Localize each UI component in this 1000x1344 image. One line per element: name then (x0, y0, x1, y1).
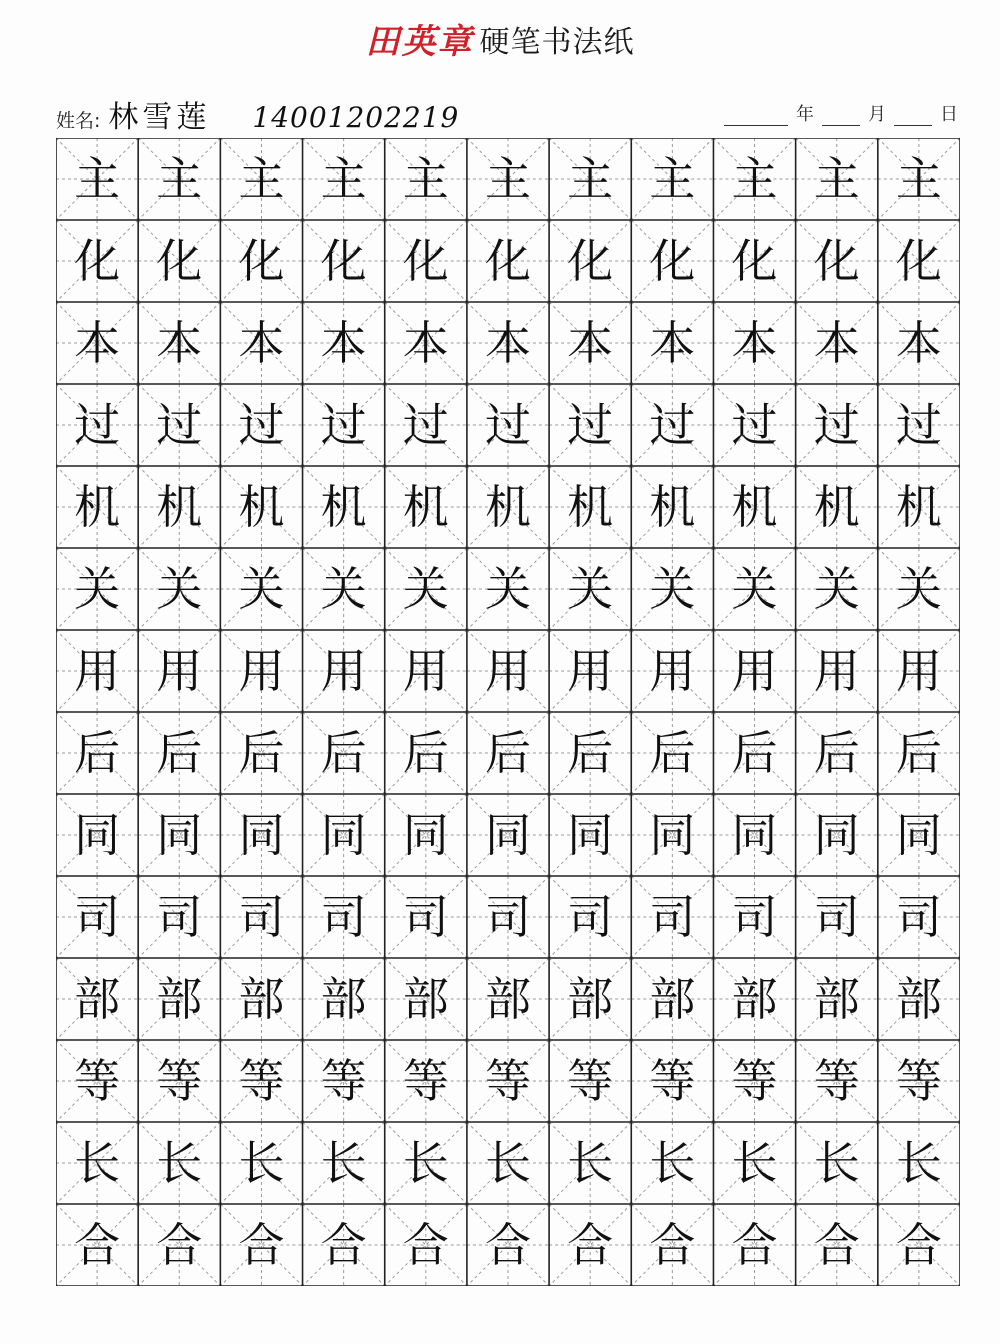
practice-character: 主 (649, 152, 696, 206)
practice-character: 同 (320, 808, 367, 862)
year-label: 年 (796, 104, 814, 125)
practice-character: 本 (320, 316, 367, 370)
month-blank (822, 103, 860, 126)
practice-character: 部 (402, 972, 449, 1026)
practice-character: 长 (649, 1136, 696, 1190)
practice-character: 过 (895, 398, 942, 452)
practice-character: 同 (74, 808, 121, 862)
practice-character: 司 (320, 890, 367, 944)
practice-character: 关 (649, 562, 696, 616)
practice-character: 关 (895, 562, 942, 616)
practice-character: 化 (813, 234, 860, 288)
practice-character: 本 (74, 316, 121, 370)
practice-character: 等 (74, 1054, 121, 1108)
practice-character: 后 (74, 726, 121, 780)
practice-character: 化 (567, 234, 614, 288)
practice-character: 机 (74, 480, 121, 534)
practice-character: 部 (156, 972, 203, 1026)
practice-character: 化 (402, 234, 449, 288)
practice-character: 同 (402, 808, 449, 862)
practice-character: 过 (156, 398, 203, 452)
practice-character: 本 (813, 316, 860, 370)
practice-character: 本 (238, 316, 285, 370)
practice-character: 同 (895, 808, 942, 862)
practice-character: 主 (238, 152, 285, 206)
sheet-title (0, 14, 1000, 63)
practice-character: 后 (402, 726, 449, 780)
paper-subtitle: 硬笔书法纸 (479, 24, 635, 60)
practice-character: 用 (813, 644, 860, 698)
student-name: 林雪莲 (108, 100, 211, 135)
practice-character: 主 (813, 152, 860, 206)
practice-character: 本 (731, 316, 778, 370)
practice-character: 用 (567, 644, 614, 698)
practice-character: 化 (895, 234, 942, 288)
practice-character: 关 (731, 562, 778, 616)
practice-character: 本 (895, 316, 942, 370)
practice-character: 合 (238, 1218, 285, 1272)
practice-character: 合 (484, 1218, 531, 1272)
practice-character: 化 (320, 234, 367, 288)
practice-character: 司 (567, 890, 614, 944)
practice-character: 后 (484, 726, 531, 780)
practice-character: 合 (649, 1218, 696, 1272)
practice-character: 合 (74, 1218, 121, 1272)
practice-character: 机 (895, 480, 942, 534)
practice-character: 长 (402, 1136, 449, 1190)
practice-character: 过 (813, 398, 860, 452)
practice-character: 机 (320, 480, 367, 534)
practice-character: 用 (238, 644, 285, 698)
practice-character: 等 (484, 1054, 531, 1108)
year-blank (724, 103, 788, 126)
practice-character: 本 (649, 316, 696, 370)
practice-character: 后 (813, 726, 860, 780)
practice-character: 关 (402, 562, 449, 616)
practice-character: 主 (567, 152, 614, 206)
practice-character: 化 (731, 234, 778, 288)
practice-character: 合 (731, 1218, 778, 1272)
practice-character: 同 (156, 808, 203, 862)
practice-character: 同 (567, 808, 614, 862)
date-fields (720, 92, 962, 126)
student-id: 14001202219 (252, 101, 460, 134)
practice-character: 本 (402, 316, 449, 370)
practice-character: 长 (731, 1136, 778, 1190)
practice-character: 本 (567, 316, 614, 370)
practice-character: 合 (895, 1218, 942, 1272)
practice-character: 部 (74, 972, 121, 1026)
practice-character: 司 (649, 890, 696, 944)
practice-character: 关 (813, 562, 860, 616)
practice-character: 本 (484, 316, 531, 370)
practice-character: 关 (567, 562, 614, 616)
practice-character: 用 (731, 644, 778, 698)
practice-character: 用 (484, 644, 531, 698)
practice-character: 等 (567, 1054, 614, 1108)
practice-character: 司 (895, 890, 942, 944)
practice-character: 等 (813, 1054, 860, 1108)
practice-character: 后 (238, 726, 285, 780)
practice-character: 化 (649, 234, 696, 288)
practice-character: 过 (74, 398, 121, 452)
practice-character: 司 (238, 890, 285, 944)
practice-character: 同 (484, 808, 531, 862)
practice-character: 长 (895, 1136, 942, 1190)
practice-character: 司 (74, 890, 121, 944)
practice-character: 部 (484, 972, 531, 1026)
practice-character: 后 (731, 726, 778, 780)
practice-character: 用 (649, 644, 696, 698)
practice-character: 主 (731, 152, 778, 206)
practice-character: 用 (320, 644, 367, 698)
practice-character: 化 (74, 234, 121, 288)
practice-character: 关 (156, 562, 203, 616)
name-label: 姓名: (56, 110, 101, 132)
practice-character: 用 (895, 644, 942, 698)
practice-character: 等 (895, 1054, 942, 1108)
practice-character: 等 (156, 1054, 203, 1108)
practice-character: 等 (402, 1054, 449, 1108)
practice-character: 过 (320, 398, 367, 452)
practice-character: 部 (895, 972, 942, 1026)
practice-character: 关 (320, 562, 367, 616)
practice-character: 用 (402, 644, 449, 698)
practice-character: 合 (813, 1218, 860, 1272)
practice-character: 合 (567, 1218, 614, 1272)
practice-character: 关 (484, 562, 531, 616)
practice-character: 司 (813, 890, 860, 944)
day-label: 日 (940, 104, 958, 125)
practice-character: 合 (402, 1218, 449, 1272)
day-blank (894, 103, 932, 126)
practice-character: 机 (402, 480, 449, 534)
practice-character: 过 (238, 398, 285, 452)
practice-character: 机 (649, 480, 696, 534)
practice-character: 后 (649, 726, 696, 780)
practice-character: 长 (74, 1136, 121, 1190)
practice-character: 主 (156, 152, 203, 206)
practice-character: 长 (567, 1136, 614, 1190)
practice-character: 机 (484, 480, 531, 534)
practice-character: 部 (320, 972, 367, 1026)
practice-character: 部 (813, 972, 860, 1026)
practice-character: 司 (731, 890, 778, 944)
practice-character: 机 (567, 480, 614, 534)
practice-character: 司 (156, 890, 203, 944)
practice-character: 化 (156, 234, 203, 288)
practice-character: 部 (567, 972, 614, 1026)
practice-character: 机 (156, 480, 203, 534)
practice-character: 主 (895, 152, 942, 206)
practice-character: 长 (320, 1136, 367, 1190)
practice-character: 过 (402, 398, 449, 452)
practice-character: 本 (156, 316, 203, 370)
practice-character: 过 (484, 398, 531, 452)
practice-character: 用 (74, 644, 121, 698)
practice-character: 关 (238, 562, 285, 616)
practice-character: 后 (895, 726, 942, 780)
practice-character: 后 (567, 726, 614, 780)
practice-character: 长 (813, 1136, 860, 1190)
practice-character: 等 (238, 1054, 285, 1108)
practice-character: 合 (156, 1218, 203, 1272)
practice-character: 机 (731, 480, 778, 534)
practice-character: 关 (74, 562, 121, 616)
practice-character: 合 (320, 1218, 367, 1272)
practice-character: 部 (649, 972, 696, 1026)
practice-character: 主 (484, 152, 531, 206)
practice-character: 长 (484, 1136, 531, 1190)
practice-character: 主 (402, 152, 449, 206)
practice-character: 部 (238, 972, 285, 1026)
practice-character: 同 (731, 808, 778, 862)
practice-grid (56, 138, 960, 1286)
practice-character: 同 (238, 808, 285, 862)
practice-character: 等 (320, 1054, 367, 1108)
practice-character: 同 (649, 808, 696, 862)
practice-character: 后 (156, 726, 203, 780)
practice-character: 司 (484, 890, 531, 944)
practice-character: 机 (238, 480, 285, 534)
practice-character: 主 (320, 152, 367, 206)
practice-character: 化 (484, 234, 531, 288)
practice-character: 同 (813, 808, 860, 862)
practice-character: 用 (156, 644, 203, 698)
practice-character: 等 (649, 1054, 696, 1108)
practice-character: 过 (567, 398, 614, 452)
month-label: 月 (868, 104, 886, 125)
practice-character: 长 (156, 1136, 203, 1190)
practice-character: 部 (731, 972, 778, 1026)
practice-character: 主 (74, 152, 121, 206)
practice-character: 化 (238, 234, 285, 288)
practice-character: 机 (813, 480, 860, 534)
practice-character: 司 (402, 890, 449, 944)
brand-name: 田英章 (365, 22, 474, 62)
practice-character: 过 (731, 398, 778, 452)
practice-character: 过 (649, 398, 696, 452)
practice-character: 长 (238, 1136, 285, 1190)
practice-character: 等 (731, 1054, 778, 1108)
practice-character: 后 (320, 726, 367, 780)
student-info (56, 92, 460, 135)
